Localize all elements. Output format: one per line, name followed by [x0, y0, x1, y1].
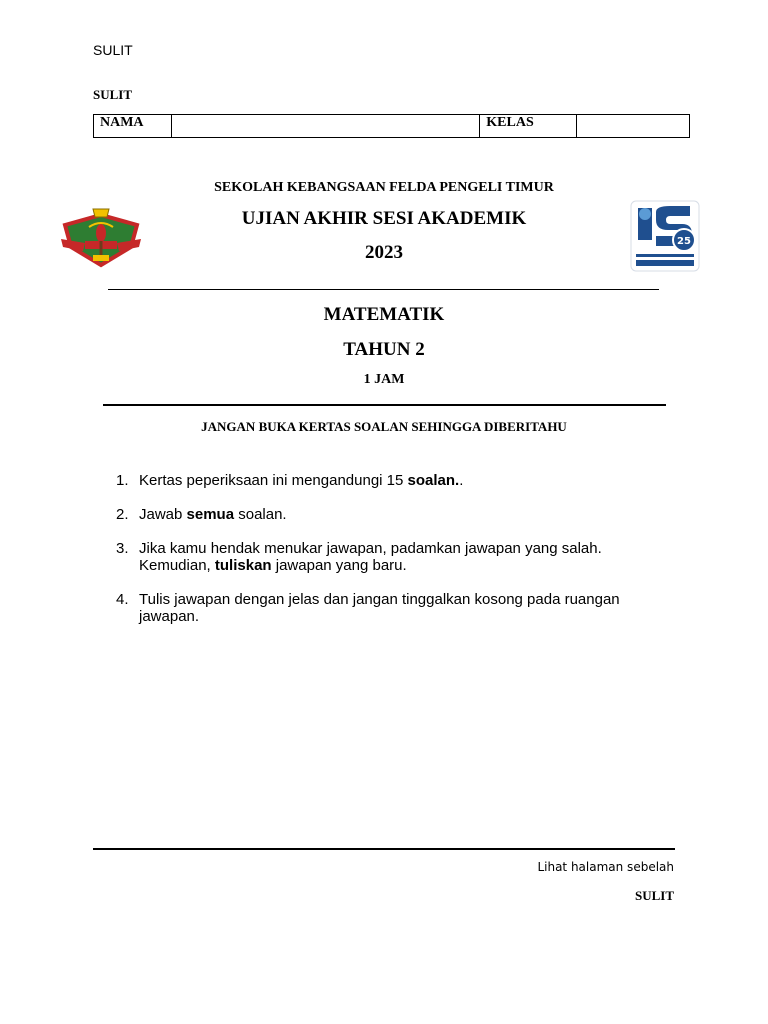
instruction-emphasis: tuliskan — [214, 557, 272, 574]
next-page-note: Lihat halaman sebelah — [537, 860, 674, 874]
subject-divider — [103, 404, 666, 406]
instruction-text: Tulis jawapan dengan jelas dan jangan tinggalkan kosong pada ruangan jawapan. — [139, 591, 620, 625]
instruction-text: Kertas peperiksaan ini mengandungi 15 — [139, 472, 408, 489]
instruction-number: 2. — [116, 506, 129, 523]
svg-text:25: 25 — [677, 236, 691, 247]
instruction-text-end: . — [459, 472, 464, 489]
name-label: NAMA — [94, 115, 172, 138]
school-name: SEKOLAH KEBANGSAAN FELDA PENGELI TIMUR — [214, 180, 554, 195]
instruction-text-end: soalan. — [234, 506, 287, 523]
subject-name: MATEMATIK — [323, 304, 445, 325]
instruction-number: 1. — [116, 472, 129, 489]
instruction-text-end: jawapan yang baru. — [271, 557, 407, 574]
document-sulit-mark: SULIT — [93, 87, 133, 102]
instruction-text: Jawab — [139, 506, 187, 523]
list-item — [116, 506, 656, 523]
list-item — [116, 540, 656, 574]
class-label: KELAS — [480, 115, 577, 138]
name-field[interactable] — [171, 115, 479, 138]
exam-title: UJIAN AKHIR SESI AKADEMIK — [241, 208, 527, 229]
page-header-sulit: SULIT — [93, 42, 133, 58]
class-field[interactable] — [577, 115, 690, 138]
instruction-emphasis: semua — [186, 506, 235, 523]
exam-duration: 1 JAM — [363, 372, 405, 387]
exam-year: 2023 — [365, 242, 403, 263]
instruction-number: 4. — [116, 591, 129, 608]
list-item — [116, 591, 656, 625]
subject-level: TAHUN 2 — [343, 339, 425, 360]
footer-divider — [93, 848, 675, 850]
instruction-emphasis: soalan. — [407, 472, 460, 489]
instruction-list — [116, 472, 656, 642]
title-divider — [108, 289, 659, 290]
student-id-table — [93, 114, 690, 138]
warning-notice: JANGAN BUKA KERTAS SOALAN SEHINGGA DIBERITAHU — [201, 419, 567, 434]
instruction-text: Jika kamu hendak menukar jawapan, padamkan jawapan yang salah. Kemudian, — [139, 540, 602, 574]
instruction-number: 3. — [116, 540, 129, 557]
list-item — [116, 472, 656, 489]
footer-sulit-mark: SULIT — [634, 888, 674, 903]
